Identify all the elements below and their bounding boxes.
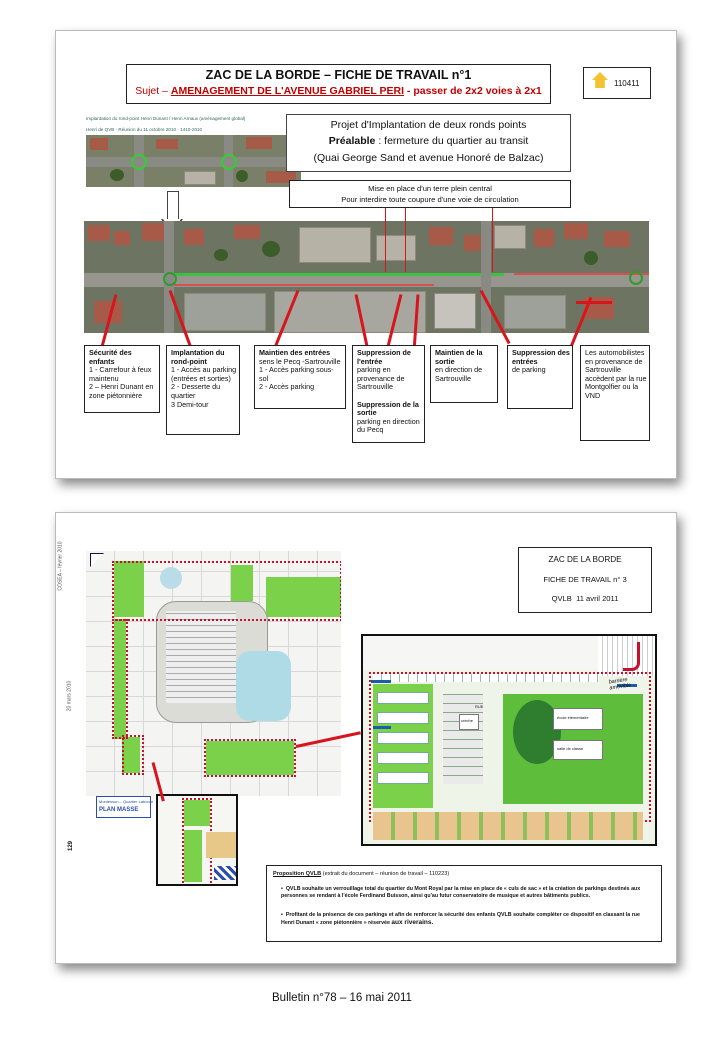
label-roundabout xyxy=(166,345,240,435)
label-line: quartier xyxy=(171,390,196,400)
subject-underlined: AMENAGEMENT DE L'AVENUE GABRIEL PERI xyxy=(170,85,404,97)
label-line: sens le Pecq -Sartrouville xyxy=(259,356,341,366)
proposal-bullet-2 xyxy=(281,912,653,927)
label-line: Sartrouville xyxy=(585,365,621,375)
aerial-caption: Implantation du rond-point Henri Dunant / Henri Arnaux (aménagement global) xyxy=(86,116,246,121)
subject-suffix: - passer de 2x2 voies à 2x1 xyxy=(406,85,542,97)
side-text-bottom: 129 xyxy=(68,840,75,852)
zoom-detail-main xyxy=(361,634,657,846)
arrow-icon xyxy=(373,726,391,729)
label-line: 2 - Desserte du xyxy=(171,382,221,392)
plan-title: PLAN MASSE xyxy=(99,807,139,813)
ref-number: 110411 xyxy=(614,79,640,88)
median-line-1: Mise en place d'un terre plein central xyxy=(368,184,492,193)
school-label: école élémentaire xyxy=(557,715,589,720)
label-line: (entrées et sorties) xyxy=(171,373,231,383)
qvlb-logo-icon xyxy=(592,72,608,88)
label-exit-kept xyxy=(430,345,498,403)
sheet3-title: ZAC DE LA BORDE xyxy=(548,555,622,564)
logo-box xyxy=(583,67,651,99)
project-prerequisite-text: : fermeture du quartier au transit xyxy=(378,135,529,147)
label-title: Sécurité des enfants xyxy=(89,348,132,366)
bullet-icon: • xyxy=(281,912,286,918)
project-line-3: (Quai George Sand et avenue Honoré de Balzac) xyxy=(313,152,544,164)
label-line: sol xyxy=(259,373,269,383)
label-line: de parking xyxy=(512,365,546,375)
work-sheet-3 xyxy=(55,512,677,964)
sheet3-date-line xyxy=(519,594,651,603)
sheet3-date: 11 avril 2011 xyxy=(576,594,619,603)
roundabout-marker-icon xyxy=(131,154,147,170)
label-line: en direction de xyxy=(435,365,483,375)
label-line: Les automobilistes xyxy=(585,348,645,357)
median-line-2: Pour interdire toute coupure d'une voie de circulation xyxy=(341,195,519,204)
work-sheet-1 xyxy=(55,30,677,479)
proposal-source: (extrait du document – réunion de travail – 110223) xyxy=(322,871,450,877)
subject-prefix: Sujet – xyxy=(135,85,168,97)
proposal-bullet-1 xyxy=(281,886,653,900)
master-plan xyxy=(86,551,341,796)
proposal-box xyxy=(266,865,662,942)
roundabout-marker-icon xyxy=(629,271,643,285)
barrier-label: barrière amovible xyxy=(608,676,632,692)
label-line: 1 - Accès parking sous- xyxy=(259,365,334,375)
label-title: Suppression des entrées xyxy=(512,348,570,366)
label-line: accèdent par la rue xyxy=(585,373,647,383)
project-box xyxy=(286,114,571,172)
label-line: en provenance de xyxy=(585,356,643,366)
barrier-arrow-icon xyxy=(623,642,640,671)
subject-line xyxy=(127,85,550,97)
label-title: Maintien des entrées xyxy=(259,348,331,357)
label-line: 1 - Accès au parking xyxy=(171,365,237,375)
label-line: 1 - Carrefour à feux xyxy=(89,365,152,375)
label-entries-kept xyxy=(254,345,346,409)
street-label: RUE xyxy=(475,704,484,709)
label-title: Suppression de la sortie xyxy=(357,399,419,418)
median-box xyxy=(289,180,571,208)
label-line: maintenu xyxy=(89,373,119,383)
proposal-title: Proposition QVLB xyxy=(273,871,322,877)
label-title: Maintien de la sortie xyxy=(435,348,483,366)
proposal-bullet-2-end: aux riverains. xyxy=(391,919,434,926)
aerial-photo-detail xyxy=(86,135,301,187)
roundabout-marker-icon xyxy=(163,272,177,286)
aerial-subcaption: Henri de QVB · Réunion du 11 octobre 2010 · 1410-2010 xyxy=(86,127,203,132)
label-child-safety xyxy=(84,345,160,413)
roundabout-marker-icon xyxy=(221,154,237,170)
arrow-icon xyxy=(371,680,391,683)
label-line: Montgolfier ou la xyxy=(585,382,639,392)
label-entry-removed xyxy=(352,345,425,443)
proposal-bullet-2-text: Profitant de la présence de ces parkings et afin de renforcer la sécurité des enfants QVLB souhaite compléter ce dispositif en classant la rue Henri Dunant « zone piétonnière » réservée xyxy=(281,912,640,926)
label-line: VND xyxy=(585,390,601,400)
label-line: 3 Demi-tour xyxy=(171,399,209,409)
label-line: parking en direction du Pecq xyxy=(357,416,420,435)
plan-title-small: Montesson – Quartier Laborde xyxy=(99,799,154,804)
label-line: 2 - Accès parking xyxy=(259,382,315,392)
label-title: Suppression de l'entrée xyxy=(357,348,411,366)
label-line: Sartrouville xyxy=(435,373,471,383)
sheet3-header xyxy=(518,547,652,613)
label-line: zone piétonnière xyxy=(89,390,143,400)
aerial-photo-avenue xyxy=(84,221,649,333)
sheet3-org: QVLB xyxy=(551,594,572,603)
red-arrow-icon xyxy=(576,301,612,304)
classroom-label: salle de classe xyxy=(557,746,584,751)
label-drivers xyxy=(580,345,650,441)
title-box xyxy=(126,64,551,104)
label-entries-removed xyxy=(507,345,573,409)
label-line: 2 – Henri Dunant en xyxy=(89,382,154,392)
bullet-icon: • xyxy=(281,886,286,892)
project-line-1: Projet d'Implantation de deux ronds points xyxy=(330,119,527,131)
sheet3-subtitle: FICHE DE TRAVAIL n° 3 xyxy=(543,575,627,584)
bulletin-footer: Bulletin n°78 – 16 mai 2011 xyxy=(272,992,412,1004)
label-line: Sartrouville xyxy=(357,382,393,392)
proposal-bullet-1-text: QVLB souhaite un verrouillage total du quartier du Mont Royal par la mise en place de « culs de sac » et la création de parkings destinés aux personnes se rendant à l'école Ferdinand Buisson, ainsi qu'au futur conservatoire de musique et autres bâtiments publics. xyxy=(281,886,641,899)
zoom-detail-small xyxy=(156,794,238,886)
side-text-mid: 20 mars 2010 xyxy=(66,680,73,712)
project-prerequisite-label: Préalable xyxy=(328,135,376,147)
project-line-2 xyxy=(287,135,570,147)
plan-title-box xyxy=(96,796,154,818)
proposal-heading xyxy=(273,871,449,877)
label-title: Implantation du rond-point xyxy=(171,348,225,366)
label-line: parking en provenance de xyxy=(357,365,405,383)
side-text-top: COSEA – février 2010 xyxy=(57,541,64,591)
creche-label: crèche xyxy=(461,718,474,723)
page-title: ZAC DE LA BORDE – FICHE DE TRAVAIL n°1 xyxy=(205,68,472,82)
